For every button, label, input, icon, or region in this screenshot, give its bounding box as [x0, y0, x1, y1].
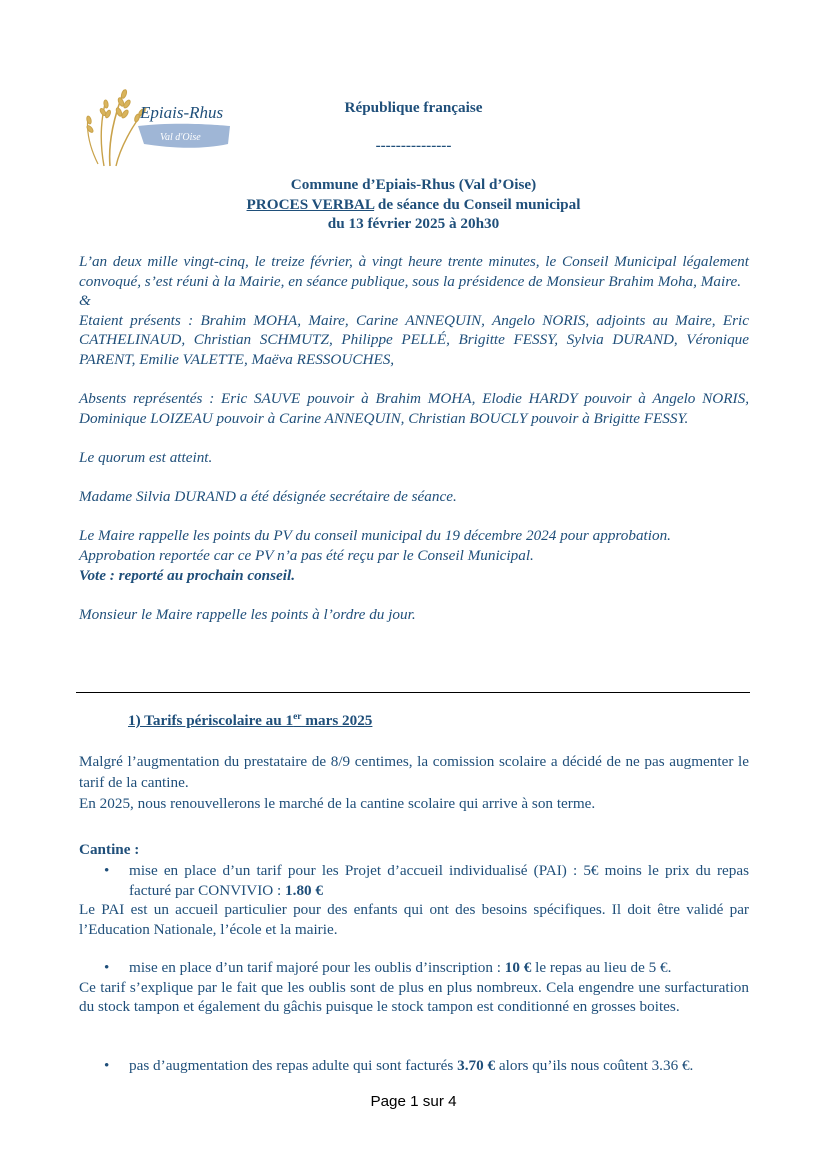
- title-underlined: PROCES VERBAL: [246, 196, 375, 213]
- republic-heading: République française: [344, 99, 483, 116]
- cantine-block-2: [79, 958, 749, 1017]
- absent-members: Absents représentés : Eric SAUVE pouvoir à Brahim MOHA, Elodie HARDY pouvoir à Angelo NORIS, Dominique LOIZEAU pouvoir à Carine ANNEQUIN, Christian BOUCLY pouvoir à Brigitte FESSY.: [79, 390, 749, 427]
- late-registration-value: 10 €: [504, 959, 532, 976]
- present-members: Etaient présents : Brahim MOHA, Maire, Carine ANNEQUIN, Angelo NORIS, adjoints au Maire, Eric CATHELINAUD, Christian SCHMUTZ, Philippe PELLÉ, Brigitte FESSY, Sylvia DURAND, Véronique PARENT, Emilie VALETTE, Maëva RESSOUCHES,: [79, 311, 749, 368]
- surfacturation-explanation: Ce tarif s’explique par le fait que les oublis sont de plus en plus nombreux. Cela engendre une surfacturation du stock tampon et également du gâchis puisque le stock tampon est conditionné en grosses boites.: [79, 978, 749, 1016]
- title-rest: de séance du Conseil municipal: [374, 196, 581, 213]
- section-1-paragraph-2: En 2025, nous renouvellerons le marché de la cantine scolaire qui arrive à son terme.: [79, 795, 596, 812]
- secretary-text: Madame Silvia DURAND a été désignée secrétaire de séance.: [79, 488, 457, 506]
- pv-recall-text: Le Maire rappelle les points du PV du conseil municipal du 19 décembre 2024 pour approbation.: [79, 527, 671, 545]
- pv-postponed-text: Approbation reportée car ce PV n’a pas été reçu par le Conseil Municipal.: [79, 546, 534, 564]
- late-registration-rest: le repas au lieu de 5 €.: [531, 959, 672, 976]
- late-registration-text: mise en place d’un tarif majoré pour les oublis d’inscription :: [129, 959, 505, 976]
- intro-opening: L’an deux mille vingt-cinq, le treize février, à vingt heure trente minutes, le Conseil Municipal légalement convoqué, s’est réuni à la Mairie, en séance publique, sous la présidence de Monsieur Brahim Moha, Maire.: [79, 253, 749, 290]
- cantine-block-1: [79, 861, 749, 939]
- adult-meal-value: 3.70 €: [457, 1057, 496, 1074]
- document-title: [0, 195, 827, 215]
- agenda-text: Monsieur le Maire rappelle les points à l’ordre du jour.: [79, 605, 416, 623]
- logo-name: Epiais-Rhus: [140, 103, 224, 122]
- section-1-intro: [79, 751, 749, 814]
- section-1-title: [128, 712, 372, 730]
- section-1-title-sup: er: [293, 712, 302, 722]
- cantine-label: Cantine :: [79, 841, 140, 858]
- adult-meal-rest: alors qu’ils nous coûtent 3.36 €.: [495, 1057, 694, 1074]
- section-divider: [76, 692, 750, 693]
- quorum-text: Le quorum est atteint.: [79, 448, 213, 466]
- session-date: du 13 février 2025 à 20h30: [327, 215, 500, 232]
- intro-block: [79, 252, 749, 624]
- page-number: Page 1 sur 4: [370, 1093, 457, 1110]
- commune-heading: Commune d’Epiais-Rhus (Val d’Oise): [290, 176, 537, 193]
- pai-tariff-item: [79, 861, 749, 900]
- cantine-block-3: [79, 1056, 749, 1076]
- logo-subtitle: Val d'Oise: [160, 132, 201, 143]
- adult-meal-item: [79, 1056, 749, 1076]
- pai-tariff-text: mise en place d’un tarif pour les Projet d’accueil individualisé (PAI) : 5€ moins le prix du repas facturé par CONVIVIO :: [129, 862, 749, 899]
- pai-tariff-value: 1.80 €: [285, 881, 324, 899]
- vote-text: Vote : reporté au prochain conseil.: [79, 566, 296, 584]
- late-registration-item: [79, 958, 749, 978]
- pai-explanation: Le PAI est un accueil particulier pour des enfants qui ont des besoins spécifiques. Il doit être validé par l’Education Nationale, l’école et la mairie.: [79, 901, 749, 938]
- header-separator: ---------------: [375, 137, 452, 154]
- adult-meal-text: pas d’augmentation des repas adulte qui sont facturés: [129, 1057, 458, 1074]
- section-1-paragraph-1: Malgré l’augmentation du prestataire de 8/9 centimes, la comission scolaire a décidé de ne pas augmenter le tarif de la cantine.: [79, 753, 749, 791]
- section-1-title-part: 1) Tarifs périscolaire au 1: [128, 712, 294, 730]
- intro-ampersand: &: [79, 292, 91, 310]
- section-1-title-end: mars 2025: [301, 712, 373, 730]
